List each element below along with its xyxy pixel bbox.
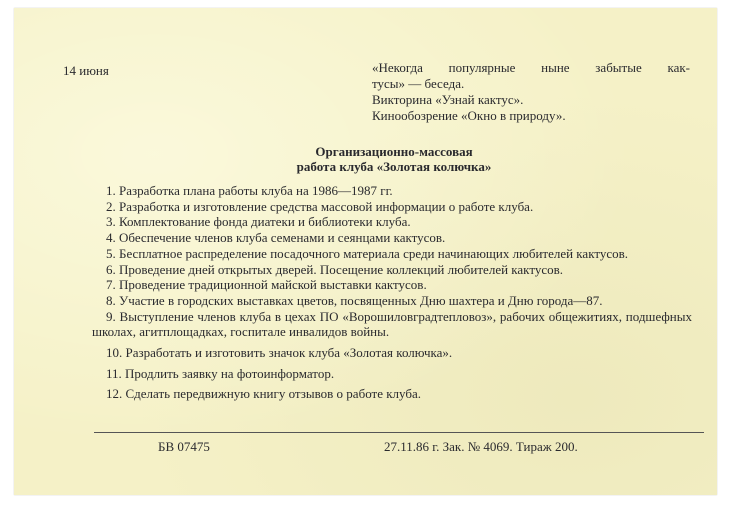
list-item: 2. Разработка и изготовление средства массовой информации о работе клуба. — [106, 198, 534, 214]
event-date: 14 июня — [63, 63, 109, 78]
list-item: 12. Сделать передвижную книгу отзывов о работе клуба. — [106, 386, 421, 402]
event-line: «Некогда популярные ныне забытые как- — [372, 60, 690, 75]
list-item: 4. Обеспечение членов клуба семенами и сеянцами кактусов. — [106, 230, 446, 246]
list-item: 6. Проведение дней открытых дверей. Посещение коллекций любителей кактусов. — [106, 261, 563, 277]
list-item: 11. Продлить заявку на фотоинформатор. — [106, 365, 335, 381]
footer-code: БВ 07475 — [158, 439, 210, 454]
footer-print-info: 27.11.86 г. Зак. № 4069. Тираж 200. — [384, 439, 578, 454]
list-item: 1. Разработка плана работы клуба на 1986—1987 гг. — [106, 183, 393, 198]
event-list — [372, 60, 690, 124]
work-plan-list — [92, 183, 692, 402]
section-title: Организационно-массовая — [315, 144, 473, 159]
footer-divider — [94, 432, 704, 433]
list-item: 5. Бесплатное распределение посадочного материала среди начинающих любителей кактусов. — [106, 245, 629, 261]
document-page — [14, 8, 717, 495]
event-line: Кинообозрение «Окно в природу». — [372, 108, 566, 123]
list-item: 3. Комплектование фонда диатеки и библиотеки клуба. — [106, 214, 411, 230]
list-item: 7. Проведение традиционной майской выставки кактусов. — [106, 277, 427, 293]
section-subtitle: работа клуба «Золотая колючка» — [296, 159, 492, 174]
event-line: тусы» — беседа. — [372, 76, 465, 91]
list-item: 8. Участие в городских выставках цветов, посвященных Дню шахтера и Дню города—87. — [106, 292, 603, 308]
event-line: Викторина «Узнай кактус». — [372, 92, 524, 107]
list-item: 10. Разработать и изготовить значок клуба «Золотая колючка». — [106, 345, 453, 361]
list-item: 9. Выступление членов клуба в цехах ПО «Ворошиловградтепловоз», рабочих общежитиях, подшефных школах, агитплощадках, госпитале инвалидов войны. — [92, 308, 692, 340]
